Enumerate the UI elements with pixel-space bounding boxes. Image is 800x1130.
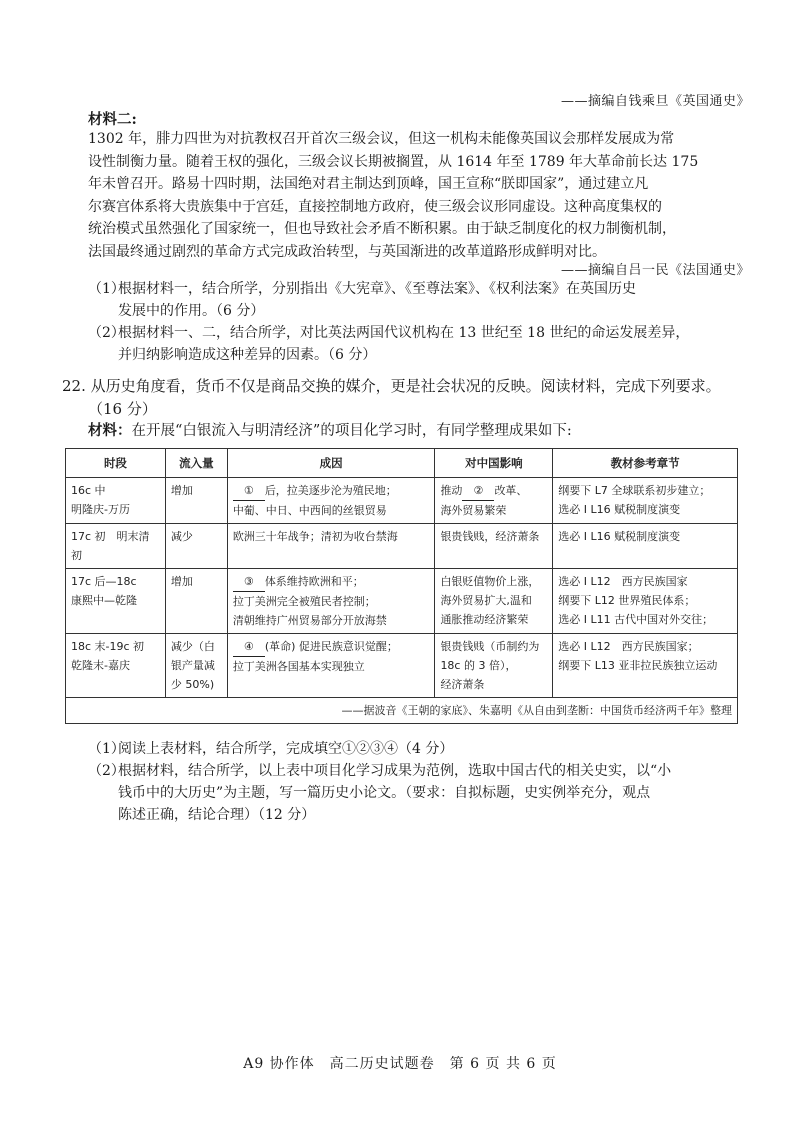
- sub-line: 并归纳影响造成这种差异的因素。（6 分）: [118, 347, 377, 363]
- table-header: 流入量: [165, 449, 227, 478]
- table-row: [66, 524, 738, 569]
- cell-line: 白银贬值物价上涨，: [440, 575, 540, 588]
- cell-text: 改革、: [494, 484, 528, 497]
- table-row: [66, 569, 738, 634]
- cell-line: 选必 I L11 古代中国对外交往；: [558, 613, 714, 626]
- cell-line: 增加: [170, 484, 193, 497]
- cell-line: [233, 637, 430, 657]
- table-header: 时段: [66, 449, 166, 478]
- q22-material: [88, 419, 572, 440]
- cell-line: 增加: [170, 575, 193, 588]
- cell-text: 体系维持欧洲和平；: [264, 575, 364, 588]
- amount-cell: [165, 634, 227, 698]
- cell-line: 少 50%): [170, 678, 215, 691]
- cell-line: [440, 481, 547, 501]
- table-row: [66, 478, 738, 524]
- page-footer: A9 协作体 高二历史试题卷 第 6 页 共 6 页: [243, 1056, 557, 1072]
- amount-cell: [165, 569, 227, 634]
- cell-line: 经济萧条: [440, 678, 485, 691]
- fill-blank: ①: [233, 481, 265, 501]
- cell-line: 纲要下 L12 世界殖民体系；: [558, 594, 696, 607]
- cell-line: 银贵钱贱（币制约为: [440, 640, 540, 653]
- sub-line: 根据材料一、二，结合所学，对比英法两国代议机构在 13 世纪至 18 世纪的命运发展差异，: [118, 325, 690, 341]
- q21-sub1: [88, 278, 758, 322]
- sub-line: 阅读上表材料，结合所学，完成填空①②③④（4 分）: [118, 741, 454, 757]
- cause-cell: [227, 634, 435, 698]
- cell-line: 17c 后—18c: [71, 575, 137, 588]
- material-label: 材料：: [88, 422, 132, 439]
- cell-line: [233, 572, 430, 592]
- cell-line: 18c 末-19c 初: [71, 640, 145, 653]
- cell-line: 清朝维持广州贸易部分开放海禁: [232, 614, 387, 627]
- sub-number: （1）: [88, 741, 125, 757]
- chapter-cell: [553, 478, 738, 524]
- cell-line: 17c 初 明末清初: [71, 530, 150, 562]
- cell-line: 选必 I L16 赋税制度演变: [558, 503, 681, 516]
- cell-text: 推动: [440, 484, 463, 497]
- cell-line: 明隆庆-万历: [71, 503, 130, 516]
- table-header: 对中国影响: [435, 449, 553, 478]
- impact-cell: [435, 569, 553, 634]
- cause-cell: [227, 524, 435, 569]
- q22-sub1: [88, 738, 758, 760]
- question-score: （16 分）: [88, 400, 157, 418]
- sub-number: （2）: [88, 325, 125, 341]
- material-text: 在开展“白银流入与明清经济”的项目化学习时，有同学整理成果如下:: [131, 423, 572, 439]
- sub-line: 根据材料一，结合所学，分别指出《大宪章》、《至尊法案》、《权利法案》在英国历史: [118, 281, 636, 297]
- material2-line: 1302 年，腓力四世为对抗教权召开首次三级会议，但这一机构未能像英国议会那样发展成为常: [88, 131, 675, 147]
- fill-blank: ③: [233, 572, 265, 592]
- cell-line: 银贵钱贱，经济萧条: [440, 530, 540, 543]
- period-cell: [66, 524, 166, 569]
- amount-cell: [165, 524, 227, 569]
- cell-line: 拉丁美洲完全被殖民者控制；: [232, 595, 376, 608]
- cause-cell: [227, 478, 435, 524]
- period-cell: [66, 569, 166, 634]
- sub-line: 陈述正确，结论合理）（12 分）: [118, 807, 316, 823]
- cell-line: 18c 的 3 倍），: [440, 659, 517, 672]
- cell-line: 海外贸易扩大,温和: [440, 594, 532, 607]
- q22-sub2: [88, 760, 758, 826]
- chapter-cell: [553, 524, 738, 569]
- table-header: 教材参考章节: [553, 449, 738, 478]
- cell-line: 乾隆末-嘉庆: [71, 659, 130, 672]
- chapter-cell: [553, 569, 738, 634]
- cell-line: 减少（白: [170, 640, 215, 653]
- sub-line: 发展中的作用。（6 分）: [118, 303, 265, 319]
- fill-blank: ④: [233, 637, 265, 657]
- material2-line: 法国最终通过剧烈的革命方式完成政治转型，与英国渐进的改革道路形成鲜明对比。: [88, 243, 606, 260]
- sub-number: （1）: [88, 281, 125, 297]
- fill-blank: ②: [462, 481, 494, 501]
- question-22: [62, 375, 762, 421]
- sub-number: （2）: [88, 763, 125, 779]
- period-cell: [66, 478, 166, 524]
- cell-line: 纲要下 L7 全球联系初步建立；: [558, 484, 711, 497]
- table-row: [66, 634, 738, 698]
- q21-sub2: [88, 322, 758, 366]
- cell-line: 减少: [170, 530, 193, 543]
- material2-line: 设性制衡力量。随着王权的强化，三级会议长期被搁置，从 1614 年至 1789 年大革命前长达 175: [88, 153, 699, 170]
- question-number: 22.: [62, 377, 86, 395]
- cell-line: 海外贸易繁荣: [440, 504, 507, 517]
- material2-paragraph: [88, 128, 753, 263]
- impact-cell: [435, 478, 553, 524]
- cell-line: 银产量减: [170, 659, 215, 672]
- cell-line: 欧洲三十年战争；清初为收台禁海: [232, 530, 398, 543]
- material1-source: ——摘编自钱乘旦《英国通史》: [560, 94, 750, 109]
- sub-line: 根据材料，结合所学，以上表中项目化学习成果为范例，选取中国古代的相关史实，以“小: [118, 763, 672, 779]
- material2-line: 统治模式虽然强化了国家统一，但也导致社会矛盾不断积累。由于缺乏制度化的权力制衡机制，: [88, 221, 676, 237]
- table-citation-row: [66, 698, 738, 724]
- silver-table: [65, 448, 738, 724]
- cell-line: 纲要下 L13 亚非拉民族独立运动: [558, 659, 718, 672]
- cell-line: 16c 中: [71, 484, 106, 497]
- table-header-row: [66, 449, 738, 478]
- cell-line: 拉丁美洲各国基本实现独立: [232, 660, 365, 673]
- material2-source: ——摘编自吕一民《法国通史》: [560, 263, 750, 278]
- cell-line: 康熙中—乾隆: [71, 594, 137, 607]
- impact-cell: [435, 634, 553, 698]
- table-citation: ——据波音《王朝的家底》、朱嘉明《从自由到垄断：中国货币经济两千年》整理: [66, 698, 738, 724]
- cause-cell: [227, 569, 435, 634]
- cell-line: 选必 I L16 赋税制度演变: [558, 530, 681, 543]
- material2-line: 年未曾召开。路易十四时期，法国绝对君主制达到顶峰，国王宣称“朕即国家”，通过建立凡: [88, 176, 649, 192]
- cell-line: 中葡、中日、中西间的丝银贸易: [232, 504, 387, 517]
- cell-text: (革命) 促进民族意识觉醒；: [264, 640, 398, 653]
- sub-line: 钱币中的大历史”为主题，写一篇历史小论文。（要求：自拟标题，史实例举充分，观点: [118, 785, 651, 801]
- cell-line: [233, 481, 430, 501]
- material2-title: 材料二:: [88, 111, 137, 128]
- amount-cell: [165, 478, 227, 524]
- cell-line: 选必 I L12 西方民族国家；: [558, 640, 699, 653]
- cell-line: 通胀推动经济繁荣: [440, 613, 529, 626]
- impact-cell: [435, 524, 553, 569]
- material2-line: 尔赛宫体系将大贵族集中于宫廷，直接控制地方政府，使三级会议形同虚设。这种高度集权的: [88, 198, 662, 215]
- cell-text: 后，拉美逐步沦为殖民地；: [264, 484, 397, 497]
- table-header: 成因: [227, 449, 435, 478]
- chapter-cell: [553, 634, 738, 698]
- period-cell: [66, 634, 166, 698]
- question-stem: 从历史角度看，货币不仅是商品交换的媒介，更是社会状况的反映。阅读材料，完成下列要求。: [90, 377, 721, 395]
- cell-line: 选必 I L12 西方民族国家: [558, 575, 688, 588]
